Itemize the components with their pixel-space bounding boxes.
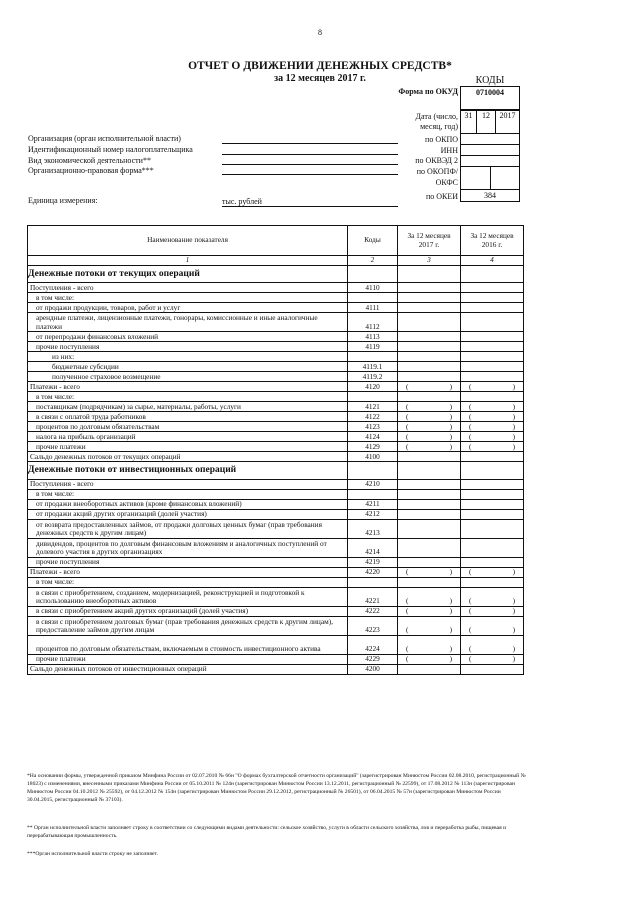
value-current: ( )	[398, 654, 461, 664]
table-row	[28, 352, 524, 362]
value-previous	[461, 499, 524, 509]
value-current: ( )	[398, 382, 461, 392]
value-previous	[461, 509, 524, 519]
value-current	[398, 664, 461, 674]
table-row	[28, 557, 524, 567]
value-previous	[461, 372, 524, 382]
okud-code-box: 0710004	[460, 86, 520, 110]
footnote-3: ***Орган исполнительной власти строку не заполняет.	[27, 851, 158, 857]
okei-label: по ОКЕИ	[425, 192, 458, 201]
footnote-1: *На основании формы, утвержденной приказом Минфина России от 02.07.2010 № 66н "О формах бухгалтерской отчетности организаций" (зарегистрирован Минюстом России 02.08.2010, регистрационный № 18023) с изменениями, внесенными приказами Минфина России от 05.10.2011 № 124н (зарегистрирован Минюстом России 13.12.2011, регистрационный № 22599), от 17.08.2012 № 113н (зарегистрирован Минюстом России 04.10.2012 № 25592), от 04.12.2012 № 154н (зарегистрирован Минюстом России 29.12.2012, регистрационный № 26501), от 06.04.2015 № 57н (зарегистрирован Минюстом России 30.04.2015, регистрационный № 37103).	[27, 773, 526, 803]
value-current	[398, 509, 461, 519]
value-previous	[461, 664, 524, 674]
value-previous	[461, 479, 524, 489]
table-row	[28, 654, 524, 664]
row-code: 4200	[348, 664, 398, 674]
row-code	[348, 577, 398, 587]
row-code: 4213	[348, 519, 398, 538]
value-current	[398, 479, 461, 489]
row-name: процентов по долговым обязательствам, включаемым в стоимость инвестиционного актива	[28, 635, 348, 654]
row-code: 4210	[348, 479, 398, 489]
units-value: тыс. рублей	[222, 197, 262, 206]
row-code: 4221	[348, 587, 398, 606]
activity-label: Вид экономической деятельности**	[28, 156, 151, 165]
row-code: 4120	[348, 382, 398, 392]
empty-cell	[348, 462, 398, 480]
table-row	[28, 538, 524, 557]
table-row	[28, 479, 524, 489]
value-current	[398, 293, 461, 303]
value-current	[398, 577, 461, 587]
row-code: 4223	[348, 616, 398, 635]
row-name: арендные платежи, лицензионные платежи, гонорары, комиссионные и иные аналогичные платежи	[28, 313, 348, 332]
table-row	[28, 567, 524, 577]
date-month-box: 12	[476, 110, 496, 134]
row-name: в связи с приобретением, созданием, модернизацией, реконструкцией и подготовкой к использованию внеоборотных активов	[28, 587, 348, 606]
value-current	[398, 313, 461, 332]
value-current	[398, 538, 461, 557]
table-row	[28, 382, 524, 392]
value-previous	[461, 577, 524, 587]
row-name: в связи с оплатой труда работников	[28, 412, 348, 422]
table-row	[28, 392, 524, 402]
row-name: бюджетные субсидии	[28, 362, 348, 372]
column-numbers-row	[28, 256, 524, 266]
colnum-2: 2	[348, 256, 398, 266]
okpo-label: по ОКПО	[425, 135, 458, 144]
value-previous: ( )	[461, 654, 524, 664]
row-name: полученное страховое возмещение	[28, 372, 348, 382]
row-name: от продажи акций других организаций (долей участия)	[28, 509, 348, 519]
value-current: ( )	[398, 635, 461, 654]
value-previous: ( )	[461, 442, 524, 452]
row-code	[348, 392, 398, 402]
table-row	[28, 606, 524, 616]
value-current: ( )	[398, 587, 461, 606]
row-code: 4110	[348, 283, 398, 293]
value-previous	[461, 342, 524, 352]
row-name: в том числе:	[28, 577, 348, 587]
table-row	[28, 283, 524, 293]
table-row	[28, 499, 524, 509]
date-day-box: 31	[460, 110, 477, 134]
row-code: 4219	[348, 557, 398, 567]
section-title: Денежные потоки от текущих операций	[28, 265, 348, 283]
page-number: 8	[318, 28, 322, 37]
row-code	[348, 489, 398, 499]
row-code: 4212	[348, 509, 398, 519]
org-field-line	[222, 143, 398, 144]
row-code: 4121	[348, 402, 398, 412]
row-code: 4100	[348, 452, 398, 462]
inn-code-label: ИНН	[440, 146, 458, 155]
row-code: 4222	[348, 606, 398, 616]
activity-field-line	[222, 164, 398, 165]
row-name: от перепродажи финансовых вложений	[28, 332, 348, 342]
section-header-row	[28, 265, 524, 283]
okopf-label: по ОКОПФ/	[416, 167, 458, 176]
date-year-box: 2017	[495, 110, 520, 134]
legal-form-label: Организационно-правовая форма***	[28, 166, 154, 175]
row-name: прочие поступления	[28, 557, 348, 567]
value-current	[398, 283, 461, 293]
table-row	[28, 412, 524, 422]
codes-header: КОДЫ	[475, 75, 505, 86]
table-row	[28, 664, 524, 674]
empty-cell	[398, 265, 461, 283]
row-code: 4119.1	[348, 362, 398, 372]
table-row	[28, 442, 524, 452]
row-code: 4113	[348, 332, 398, 342]
empty-cell	[348, 265, 398, 283]
table-row	[28, 293, 524, 303]
row-code: 4122	[348, 412, 398, 422]
table-row	[28, 362, 524, 372]
report-period: за 12 месяцев 2017 г.	[274, 73, 366, 84]
row-code	[348, 352, 398, 362]
row-name: Поступления - всего	[28, 479, 348, 489]
row-code	[348, 293, 398, 303]
value-previous: ( )	[461, 382, 524, 392]
value-current: ( )	[398, 422, 461, 432]
row-code: 4119	[348, 342, 398, 352]
value-previous: ( )	[461, 432, 524, 442]
colnum-4: 4	[461, 256, 524, 266]
table-row	[28, 303, 524, 313]
cash-flow-table	[27, 225, 524, 675]
row-code: 4211	[348, 499, 398, 509]
row-name: прочие платежи	[28, 654, 348, 664]
value-previous: ( )	[461, 606, 524, 616]
value-current: ( )	[398, 442, 461, 452]
row-code: 4214	[348, 538, 398, 557]
value-current	[398, 352, 461, 362]
row-code: 4124	[348, 432, 398, 442]
row-name: налога на прибыль организаций	[28, 432, 348, 442]
row-code: 4224	[348, 635, 398, 654]
value-previous: ( )	[461, 587, 524, 606]
value-previous	[461, 538, 524, 557]
inn-label: Идентификационный номер налогоплательщика	[28, 145, 193, 154]
okfs-label: ОКФС	[435, 178, 458, 187]
table-row	[28, 422, 524, 432]
table-row	[28, 452, 524, 462]
value-previous: ( )	[461, 422, 524, 432]
value-current	[398, 499, 461, 509]
row-name: Платежи - всего	[28, 382, 348, 392]
value-previous	[461, 489, 524, 499]
header-code: Коды	[348, 226, 398, 256]
value-previous	[461, 452, 524, 462]
row-name: в том числе:	[28, 392, 348, 402]
row-name: Платежи - всего	[28, 567, 348, 577]
row-code: 4123	[348, 422, 398, 432]
row-name: в связи с приобретением долговых бумаг (прав требования денежных средств к другим лицам), предоставление займов другим лицам	[28, 616, 348, 635]
value-current	[398, 519, 461, 538]
units-field-line	[222, 206, 398, 207]
table-row	[28, 402, 524, 412]
row-name: от продажи внеоборотных активов (кроме финансовых вложений)	[28, 499, 348, 509]
okopf-divider	[490, 166, 491, 190]
header-current: За 12 месяцев 2017 г.	[398, 226, 461, 256]
footnote-2: ** Орган исполнительной власти заполняет строку в соответствии со следующими видами деятельности: сельское хозяйство, услуги в области сельского хозяйства, лов и переработка рыбы, пищевая и перерабатывающая промышленность.	[27, 825, 507, 839]
section-title: Денежные потоки от инвестиционных операций	[28, 462, 348, 480]
report-title: ОТЧЕТ О ДВИЖЕНИИ ДЕНЕЖНЫХ СРЕДСТВ*	[188, 60, 452, 72]
table-row	[28, 489, 524, 499]
row-name: от продажи продукции, товаров, работ и услуг	[28, 303, 348, 313]
row-name: в том числе:	[28, 293, 348, 303]
empty-cell	[461, 462, 524, 480]
units-label: Единица измерения:	[28, 196, 98, 205]
value-current	[398, 452, 461, 462]
colnum-1: 1	[28, 256, 348, 266]
row-name: процентов по долговым обязательствам	[28, 422, 348, 432]
value-current	[398, 332, 461, 342]
value-previous	[461, 293, 524, 303]
value-current: ( )	[398, 606, 461, 616]
legal-form-field-line	[222, 174, 398, 175]
value-previous	[461, 332, 524, 342]
header-previous: За 12 месяцев 2016 г.	[461, 226, 524, 256]
date-label-1: Дата (число,	[415, 112, 458, 121]
row-code: 4220	[348, 567, 398, 577]
value-current	[398, 372, 461, 382]
table-row	[28, 577, 524, 587]
table-row	[28, 342, 524, 352]
row-code: 4112	[348, 313, 398, 332]
table-row	[28, 332, 524, 342]
row-name: прочие поступления	[28, 342, 348, 352]
table-row	[28, 616, 524, 635]
row-name: из них:	[28, 352, 348, 362]
value-current	[398, 303, 461, 313]
value-current	[398, 392, 461, 402]
value-previous: ( )	[461, 635, 524, 654]
section-header-row	[28, 462, 524, 480]
value-current	[398, 557, 461, 567]
empty-cell	[398, 462, 461, 480]
okei-box: 384	[460, 189, 520, 202]
value-previous	[461, 519, 524, 538]
date-label-2: месяц, год)	[420, 122, 458, 131]
value-current: ( )	[398, 412, 461, 422]
value-current	[398, 362, 461, 372]
header-name: Наименование показателя	[28, 226, 348, 256]
row-name: поставщикам (подрядчикам) за сырье, материалы, работы, услуги	[28, 402, 348, 412]
row-name: в связи с приобретением акций других организаций (долей участия)	[28, 606, 348, 616]
value-previous: ( )	[461, 616, 524, 635]
table-row	[28, 587, 524, 606]
value-previous: ( )	[461, 567, 524, 577]
value-current: ( )	[398, 432, 461, 442]
value-previous: ( )	[461, 412, 524, 422]
value-previous	[461, 362, 524, 372]
value-current: ( )	[398, 567, 461, 577]
row-name: Сальдо денежных потоков от текущих операций	[28, 452, 348, 462]
table-row	[28, 372, 524, 382]
value-current	[398, 342, 461, 352]
value-current: ( )	[398, 616, 461, 635]
table-row	[28, 432, 524, 442]
row-code: 4111	[348, 303, 398, 313]
empty-cell	[461, 265, 524, 283]
row-name: Поступления - всего	[28, 283, 348, 293]
value-previous	[461, 557, 524, 567]
row-name: от возврата предоставленных займов, от продажи долговых ценных бумаг (прав требования денежных средств к другим лицам)	[28, 519, 348, 538]
value-previous: ( )	[461, 402, 524, 412]
okud-label: Форма по ОКУД	[398, 87, 458, 96]
row-name: Сальдо денежных потоков от инвестиционных операций	[28, 664, 348, 674]
okved-label: по ОКВЭД 2	[415, 156, 458, 165]
table-header-row	[28, 226, 524, 256]
row-code: 4119.2	[348, 372, 398, 382]
value-previous	[461, 352, 524, 362]
inn-field-line	[222, 154, 398, 155]
table-row	[28, 519, 524, 538]
row-name: дивидендов, процентов по долговым финансовым вложениям и аналогичных поступлений от долевого участия в других организациях	[28, 538, 348, 557]
value-current: ( )	[398, 402, 461, 412]
table-row	[28, 313, 524, 332]
table-row	[28, 635, 524, 654]
table-row	[28, 509, 524, 519]
value-previous	[461, 392, 524, 402]
value-previous	[461, 313, 524, 332]
row-code: 4229	[348, 654, 398, 664]
row-name: прочие платежи	[28, 442, 348, 452]
org-label: Организация (орган исполнительной власти)	[28, 134, 181, 143]
row-code: 4129	[348, 442, 398, 452]
colnum-3: 3	[398, 256, 461, 266]
value-previous	[461, 303, 524, 313]
row-name: в том числе:	[28, 489, 348, 499]
value-previous	[461, 283, 524, 293]
value-current	[398, 489, 461, 499]
